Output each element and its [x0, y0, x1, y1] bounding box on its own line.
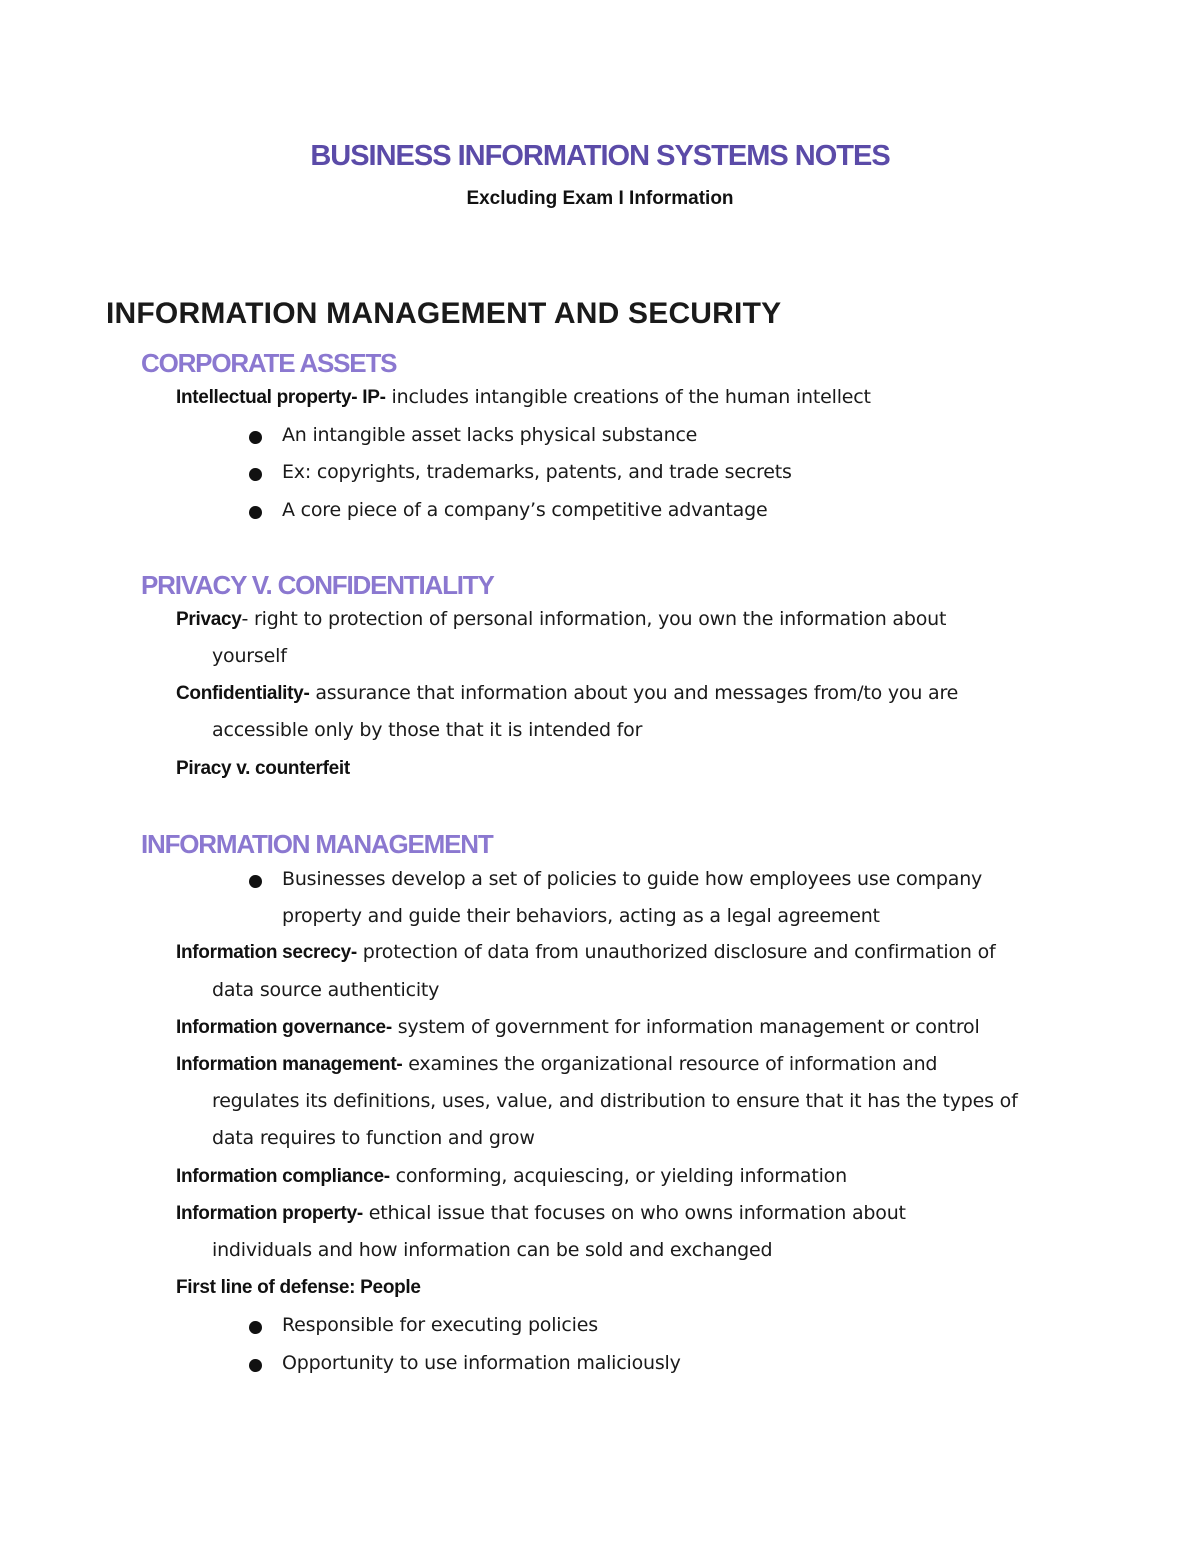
ip-definition-line [176, 386, 871, 409]
confidentiality-definition-line [176, 682, 958, 705]
bullet-icon [249, 468, 262, 481]
confidentiality-definition-continued: accessible only by those that it is intended for [212, 719, 643, 741]
confidentiality-definition: assurance that information about you and messages from/to you are [309, 682, 959, 704]
secrecy-definition-line [176, 941, 996, 964]
governance-definition-line [176, 1016, 980, 1039]
list-item: Responsible for executing policies [282, 1314, 598, 1336]
information-management-heading: INFORMATION MANAGEMENT [141, 829, 493, 859]
list-item: An intangible asset lacks physical substance [282, 424, 698, 446]
list-item: Opportunity to use information maliciously [282, 1352, 681, 1374]
property-term: Information property- [176, 1203, 363, 1224]
secrecy-definition-continued: data source authenticity [212, 979, 440, 1001]
piracy-line [176, 757, 350, 780]
secrecy-term: Information secrecy- [176, 942, 357, 963]
management-definition: examines the organizational resource of information and [402, 1053, 938, 1075]
bullet-icon [249, 875, 262, 888]
list-item-continued: property and guide their behaviors, acting as a legal agreement [282, 905, 880, 927]
management-definition-line [176, 1053, 937, 1076]
defense-line [176, 1276, 421, 1299]
compliance-definition-line [176, 1165, 847, 1188]
list-item: Businesses develop a set of policies to guide how employees use company [282, 868, 983, 890]
privacy-definition: - right to protection of personal information, you own the information about [241, 608, 947, 630]
secrecy-definition: protection of data from unauthorized disclosure and confirmation of [356, 941, 996, 963]
list-item: A core piece of a company’s competitive advantage [282, 499, 768, 521]
governance-definition: system of government for information management or control [391, 1016, 980, 1038]
management-definition-continued-2: data requires to function and grow [212, 1127, 535, 1149]
privacy-definition-continued: yourself [212, 645, 287, 667]
confidentiality-term: Confidentiality- [176, 683, 310, 704]
bullet-icon [249, 506, 262, 519]
piracy-term: Piracy v. counterfeit [176, 758, 350, 779]
property-definition: ethical issue that focuses on who owns information about [362, 1202, 906, 1224]
list-item: Ex: copyrights, trademarks, patents, and trade secrets [282, 461, 792, 483]
management-definition-continued: regulates its definitions, uses, value, and distribution to ensure that it has the types of [212, 1090, 1018, 1112]
privacy-term: Privacy [176, 609, 242, 630]
bullet-icon [249, 1359, 262, 1372]
property-definition-continued: individuals and how information can be sold and exchanged [212, 1239, 773, 1261]
compliance-term: Information compliance- [176, 1166, 390, 1187]
section-heading: INFORMATION MANAGEMENT AND SECURITY [106, 297, 782, 330]
privacy-definition-line [176, 608, 946, 631]
document-subtitle: Excluding Exam I Information [466, 188, 734, 209]
corporate-assets-heading: CORPORATE ASSETS [141, 348, 397, 378]
management-term: Information management- [176, 1054, 403, 1075]
compliance-definition: conforming, acquiescing, or yielding information [389, 1165, 847, 1187]
document-title: BUSINESS INFORMATION SYSTEMS NOTES [310, 140, 890, 172]
ip-definition: includes intangible creations of the human intellect [385, 386, 871, 408]
property-definition-line [176, 1202, 906, 1225]
governance-term: Information governance- [176, 1017, 392, 1038]
ip-term: Intellectual property- IP- [176, 387, 386, 408]
bullet-icon [249, 1321, 262, 1334]
bullet-icon [249, 431, 262, 444]
privacy-heading: PRIVACY V. CONFIDENTIALITY [141, 570, 494, 600]
defense-term: First line of defense: People [176, 1277, 421, 1298]
